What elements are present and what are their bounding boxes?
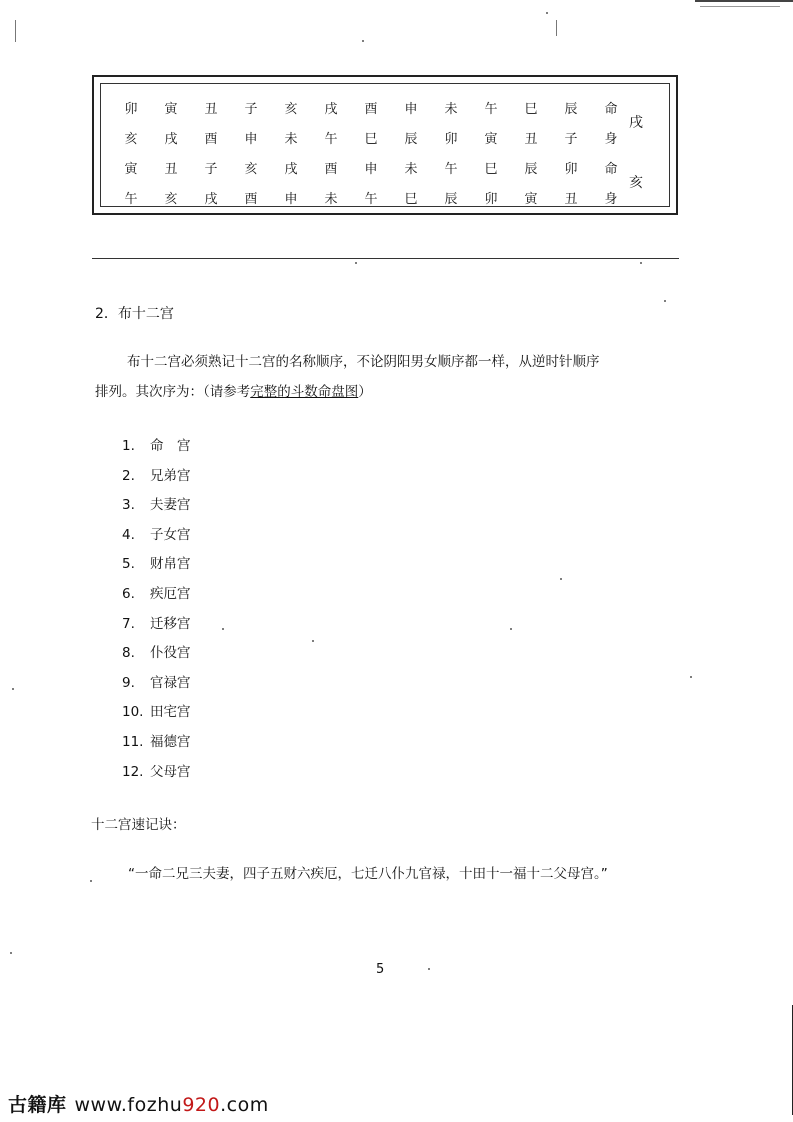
branch-cell: 戌 xyxy=(164,132,178,147)
branch-cell: 酉 xyxy=(244,192,258,207)
branch-cell: 酉 xyxy=(364,102,378,117)
section-title: 2．布十二宫 xyxy=(95,306,174,322)
palace-number: 11. xyxy=(122,733,144,750)
branch-cell: 酉 xyxy=(324,162,338,177)
branch-row xyxy=(111,98,631,122)
branch-cell: 丑 xyxy=(164,162,178,177)
palace-name: 夫妻宫 xyxy=(150,497,191,514)
scan-edge-line xyxy=(695,0,793,2)
watermark-cn: 古籍库 xyxy=(8,1094,67,1116)
list-item xyxy=(122,669,191,699)
palace-list xyxy=(122,432,191,787)
branch-cell: 身 xyxy=(604,192,618,207)
watermark-site xyxy=(75,1094,269,1116)
scan-speck xyxy=(12,688,14,690)
palace-number: 5. xyxy=(122,556,135,573)
branch-cell: 卯 xyxy=(484,192,498,207)
scan-mark xyxy=(556,20,557,36)
palace-number: 10. xyxy=(122,704,144,721)
branch-cell: 午 xyxy=(324,132,338,147)
branch-cell: 亥 xyxy=(124,132,138,147)
paragraph-line xyxy=(95,377,675,407)
scan-speck xyxy=(690,676,692,678)
page-number: 5 xyxy=(376,962,385,977)
reference-link-text: 完整的斗数命盘图 xyxy=(250,384,359,400)
scan-speck xyxy=(90,880,92,882)
watermark-site-suffix: .com xyxy=(220,1094,269,1116)
branch-cell: 亥 xyxy=(244,162,258,177)
palace-number: 3. xyxy=(122,497,135,514)
branch-cell: 辰 xyxy=(404,132,418,147)
branch-cell: 寅 xyxy=(164,102,178,117)
branch-cell: 午 xyxy=(484,102,498,117)
watermark xyxy=(8,1090,269,1117)
branch-cell: 丑 xyxy=(204,102,218,117)
branch-cell: 寅 xyxy=(524,192,538,207)
palace-number: 1. xyxy=(122,438,135,454)
mnemonic-title: 十二宫速记诀： xyxy=(91,817,186,833)
watermark-site-prefix: www.fozhu xyxy=(74,1094,183,1116)
scan-edge-line xyxy=(700,6,780,7)
branch-cell: 子 xyxy=(564,132,578,147)
branch-cell: 巳 xyxy=(484,162,498,177)
branch-cell: 午 xyxy=(124,192,138,207)
branch-cell: 巳 xyxy=(404,192,418,207)
branch-cell: 身 xyxy=(604,132,618,147)
list-item xyxy=(122,639,191,669)
scan-speck xyxy=(560,578,562,580)
branch-row xyxy=(111,158,631,182)
branch-cell: 巳 xyxy=(364,132,378,147)
palace-name: 兄弟宫 xyxy=(150,467,191,484)
palace-number: 12. xyxy=(122,763,144,780)
branch-cell: 申 xyxy=(244,132,258,147)
branch-cell: 丑 xyxy=(564,192,578,207)
list-item xyxy=(122,698,191,728)
palace-number: 7. xyxy=(122,615,135,632)
branch-cell: 子 xyxy=(244,102,258,117)
scan-speck xyxy=(510,628,512,630)
palace-name: 命 宫 xyxy=(150,438,191,454)
palace-number: 4. xyxy=(122,526,135,543)
list-item xyxy=(122,491,191,521)
branch-cell: 未 xyxy=(324,192,338,207)
branch-cell: 辰 xyxy=(524,162,538,177)
list-item xyxy=(122,521,191,551)
scan-speck xyxy=(222,628,224,630)
side-label: 戌 xyxy=(629,115,643,131)
paragraph-suffix: ） xyxy=(358,384,372,400)
branch-cell: 申 xyxy=(364,162,378,177)
branch-cell: 申 xyxy=(404,102,418,117)
branch-row xyxy=(111,128,631,152)
branch-cell: 午 xyxy=(364,192,378,207)
branch-cell: 命 xyxy=(604,162,618,177)
palace-name: 父母宫 xyxy=(150,763,191,780)
branch-cell: 寅 xyxy=(484,132,498,147)
palace-name: 疾厄宫 xyxy=(150,585,191,602)
branch-table-inner xyxy=(100,83,670,207)
list-item xyxy=(122,550,191,580)
list-item xyxy=(122,580,191,610)
mnemonic-text: “一命二兄三夫妻，四子五财六疾厄，七迁八仆九官禄，十田十一福十二父母宫。” xyxy=(128,866,608,882)
branch-cell: 未 xyxy=(284,132,298,147)
branch-cell: 子 xyxy=(204,162,218,177)
palace-name: 财帛宫 xyxy=(150,556,191,573)
branch-cell: 辰 xyxy=(564,102,578,117)
scan-speck xyxy=(428,968,430,970)
list-item xyxy=(122,610,191,640)
branch-table xyxy=(92,75,678,215)
scan-speck xyxy=(10,952,12,954)
branch-cell: 亥 xyxy=(164,192,178,207)
branch-cell: 巳 xyxy=(524,102,538,117)
branch-cell: 卯 xyxy=(564,162,578,177)
paragraph-prefix: 排列。其次序为：（请参考 xyxy=(95,384,251,400)
branch-cell: 辰 xyxy=(444,192,458,207)
palace-name: 仆役宫 xyxy=(150,645,191,662)
palace-number: 9. xyxy=(122,674,135,691)
palace-number: 8. xyxy=(122,645,135,662)
branch-cell: 午 xyxy=(444,162,458,177)
branch-cell: 卯 xyxy=(124,102,138,117)
palace-name: 田宅宫 xyxy=(150,704,191,721)
branch-cell: 丑 xyxy=(524,132,538,147)
scan-mark xyxy=(15,20,16,42)
intro-paragraph xyxy=(95,347,675,407)
list-item xyxy=(122,432,191,462)
branch-cell: 亥 xyxy=(284,102,298,117)
scan-speck xyxy=(664,300,666,302)
scan-speck xyxy=(312,640,314,642)
list-item xyxy=(122,728,191,758)
branch-cell: 戌 xyxy=(324,102,338,117)
palace-number: 6. xyxy=(122,585,135,602)
list-item xyxy=(122,758,191,788)
branch-cell: 戌 xyxy=(284,162,298,177)
side-label: 亥 xyxy=(629,175,643,191)
branch-cell: 申 xyxy=(284,192,298,207)
palace-name: 官禄宫 xyxy=(150,674,191,691)
watermark-site-number: 920 xyxy=(182,1094,221,1116)
paragraph-line: 布十二宫必须熟记十二宫的名称顺序，不论阴阳男女顺序都一样，从逆时针顺序 xyxy=(127,354,600,370)
scan-speck xyxy=(355,262,357,264)
branch-cell: 命 xyxy=(604,102,618,117)
scan-speck xyxy=(362,40,364,42)
branch-cell: 酉 xyxy=(204,132,218,147)
palace-name: 子女宫 xyxy=(150,526,191,543)
branch-cell: 寅 xyxy=(124,162,138,177)
palace-name: 迁移宫 xyxy=(150,615,191,632)
branch-cell: 戌 xyxy=(204,192,218,207)
branch-cell: 未 xyxy=(444,102,458,117)
branch-row xyxy=(111,188,631,212)
branch-cell: 未 xyxy=(404,162,418,177)
branch-cell: 卯 xyxy=(444,132,458,147)
palace-name: 福德宫 xyxy=(150,733,191,750)
list-item xyxy=(122,462,191,492)
palace-number: 2. xyxy=(122,467,135,484)
scan-speck xyxy=(640,262,642,264)
section-divider xyxy=(92,258,679,259)
scan-speck xyxy=(546,12,548,14)
